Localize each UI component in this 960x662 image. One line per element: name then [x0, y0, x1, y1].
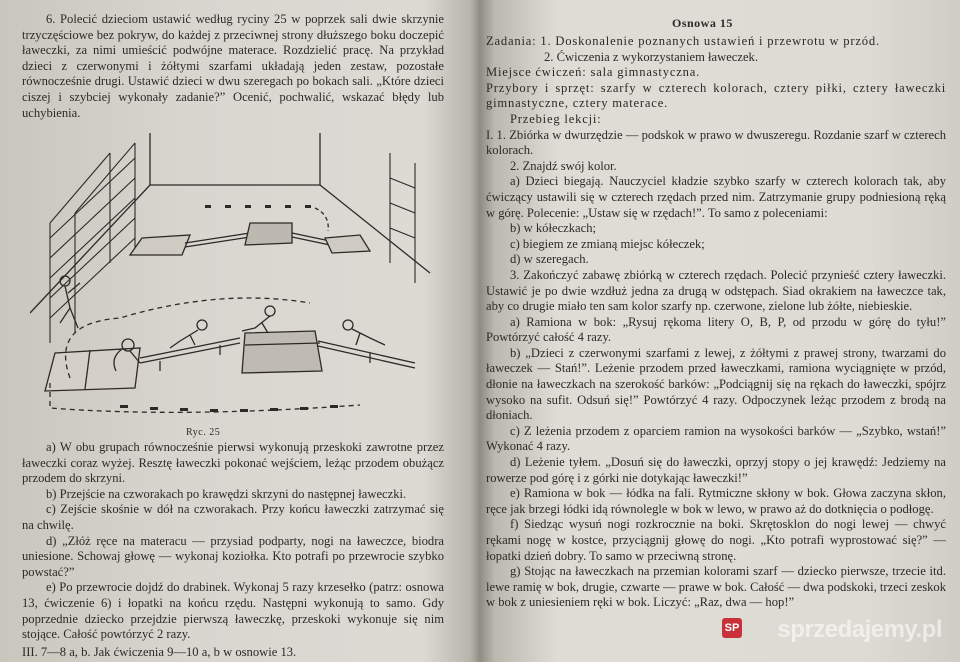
tasks-line-2: 2. Ćwiczenia z wykorzystaniem ławeczek. — [544, 49, 759, 64]
tasks-line-1: Zadania: 1. Doskonalenie poznanych ustawień i przewrotu w przód. — [486, 34, 880, 48]
intro-paragraph: 6. Polecić dzieciom ustawić według ryciny 25 w poprzek sali dwie skrzynie trzyczęściowe bez pokryw, do każdej z przeciwnej strony dłuższego boku doczepić ławeczki, za nimi umieścić podwójne materace. Rozdzielić pracę. Na przykład dzieci z czerwonymi i żółtymi szarfami układają jeden zestaw, pozostałe równocześnie drugi. Ustawić dzieci w dwu szeregach po bokach sali. „Które dzieci ciszej i szybciej wykonały zadanie?” Ocenić, pochwalić, wskazać błędy lub uchybienia. — [22, 12, 444, 120]
left-exercise-list — [22, 440, 444, 660]
figure-25-illustration — [30, 133, 440, 423]
section-1: I. 1. Zbiórka w dwurzędzie — podskok w prawo w dwuszeregu. Rozdanie szarf w czterech kolorach. — [486, 127, 946, 158]
section-3e: e) Ramiona w bok — łódka na fali. Rytmiczne skłony w bok. Głowa zaczyna skłon, ręce jak brzegi łódki idą równolegle w bok w lewo, w prawo aż do dotknięcia o podłogę. — [486, 486, 946, 516]
place-line: Miejsce ćwiczeń: sala gimnastyczna. — [486, 65, 701, 80]
course-heading: Przebieg lekcji: — [510, 111, 602, 126]
left-footer-line: III. 7—8 a, b. Jak ćwiczenia 9—10 a, b w osnowie 13. — [22, 644, 297, 659]
section-3b: b) „Dzieci z czerwonymi szarfami z lewej, z żółtymi z prawej strony, twarzami do ławeczek — Stań!”. Leżenie przodem przed ławeczkami, ramiona wyciągnięte w przód, dłonie na ławeczkach na szerokość barków: „Podciągnij się na rękach do ławeczki, spójrz wysoko na sufit. Odsuń się!” Powtórzyć 4 razy. Odpoczynek leżąc przodem z brodą na dłoniach. — [486, 345, 946, 423]
section-2d: d) w szeregach. — [510, 252, 589, 267]
section-2c: c) biegiem ze zmianą miejsc kółeczek; — [510, 236, 705, 251]
section-3f: f) Siedząc wysuń nogi rozkrocznie na boki. Skrętosklon do nogi lewej — chwyć rękami nogę w kostce, przyciągnij głowę do nogi. „Kto potrafi wyprostować się?” — łopatki dzień dobry. To samo w przeciwną stronę. — [486, 517, 946, 563]
list-item: e) Po przewrocie dojdź do drabinek. Wykonaj 5 razy krzesełko (patrz: osnowa 13, ćwiczenie 6) i łopatki na końcu rzędu. Następni wykonują to samo. Gdy poprzednie dziecko przejdzie pierwszą ławeczkę, przeskoki wykonuje się nim stojące. Całość powtórzyć 2 razy. — [22, 580, 444, 642]
section-3d: d) Leżenie tyłem. „Dosuń się do ławeczki, oprzyj stopy o jej krawędź: Jedziemy na rowerze pod górę i z górki nie dotykając ławeczki!” — [486, 455, 946, 485]
equipment-line: Przybory i sprzęt: szarfy w czterech kolorach, cztery piłki, cztery ławeczki gimnastyczne, cztery materace. — [486, 80, 946, 111]
section-3g: g) Stojąc na ławeczkach na przemian kolorami szarf — dziecko pierwsze, trzecie itd. lewe ramię w bok, drugie, czwarte — prawe w bok. Całość — dwa podskoki, trzeci zeskok w bok z uniesieniem ręki w bok. Liczyć: „Raz, dwa — hop!” — [486, 564, 946, 610]
section-3a: a) Ramiona w bok: „Rysuj rękoma litery O, B, P, od przodu w górę do tyłu!” Powtórzyć całość 4 razy. — [486, 314, 946, 345]
section-3c: c) Z leżenia przodem z oparciem ramion na wysokości barków — „Szybko, wstań!” Wykonać 4 razy. — [486, 423, 946, 454]
section-3: 3. Zakończyć zabawę zbiórką w czterech rzędach. Polecić przynieść cztery ławeczki. Ustawić je po dwie wzdłuż jedna za drugą w odstępach. Siad okrakiem na ławeczce tak, aby co drugie miało ten sam kolor szarfy np. czerwone, zielone lub żółte, niebieskie. — [486, 267, 946, 314]
section-2a: a) Dzieci biegają. Nauczyciel kładzie szybko szarfy w czterech kolorach tak, aby ćwiczący ustawili się w czterech rzędach przed nim. Zatrzymanie grupy podniesioną ręką w górę. Polecenie: „Ustaw się w rzędach!”. To samo z poleceniami: — [486, 174, 946, 220]
watermark: sprzedajemy.pl — [777, 616, 942, 643]
right-text-block — [486, 34, 946, 611]
section-2b: b) w kółeczkach; — [510, 221, 597, 236]
list-item: b) Przejście na czworakach po krawędzi skrzyni do następnej ławeczki. — [46, 486, 407, 501]
right-page — [472, 0, 960, 662]
left-page — [0, 0, 462, 662]
list-item: d) „Złóż ręce na materacu — przysiad podparty, nogi na ławeczce, biodra uniesione. Schowaj głowę — wykonaj koziołka. Kto potrafi po przewrocie szybko powstać?” — [22, 533, 444, 579]
list-item: a) W obu grupach równocześnie pierwsi wykonują przeskoki zawrotne przez ławeczki coraz wyżej. Resztę ławeczki pokonać wejściem, leżąc przodem obużącz przodem do skrzyni. — [22, 440, 444, 486]
list-item: c) Zejście skośnie w dół na czworakach. Przy końcu ławeczki zatrzymać się na chwilę. — [22, 502, 444, 532]
figure-caption: Ryc. 25 — [186, 427, 221, 438]
section-2-title: 2. Znajdź swój kolor. — [510, 158, 617, 173]
watermark-logo: SP — [722, 618, 742, 638]
page-header: Osnowa 15 — [672, 16, 733, 30]
